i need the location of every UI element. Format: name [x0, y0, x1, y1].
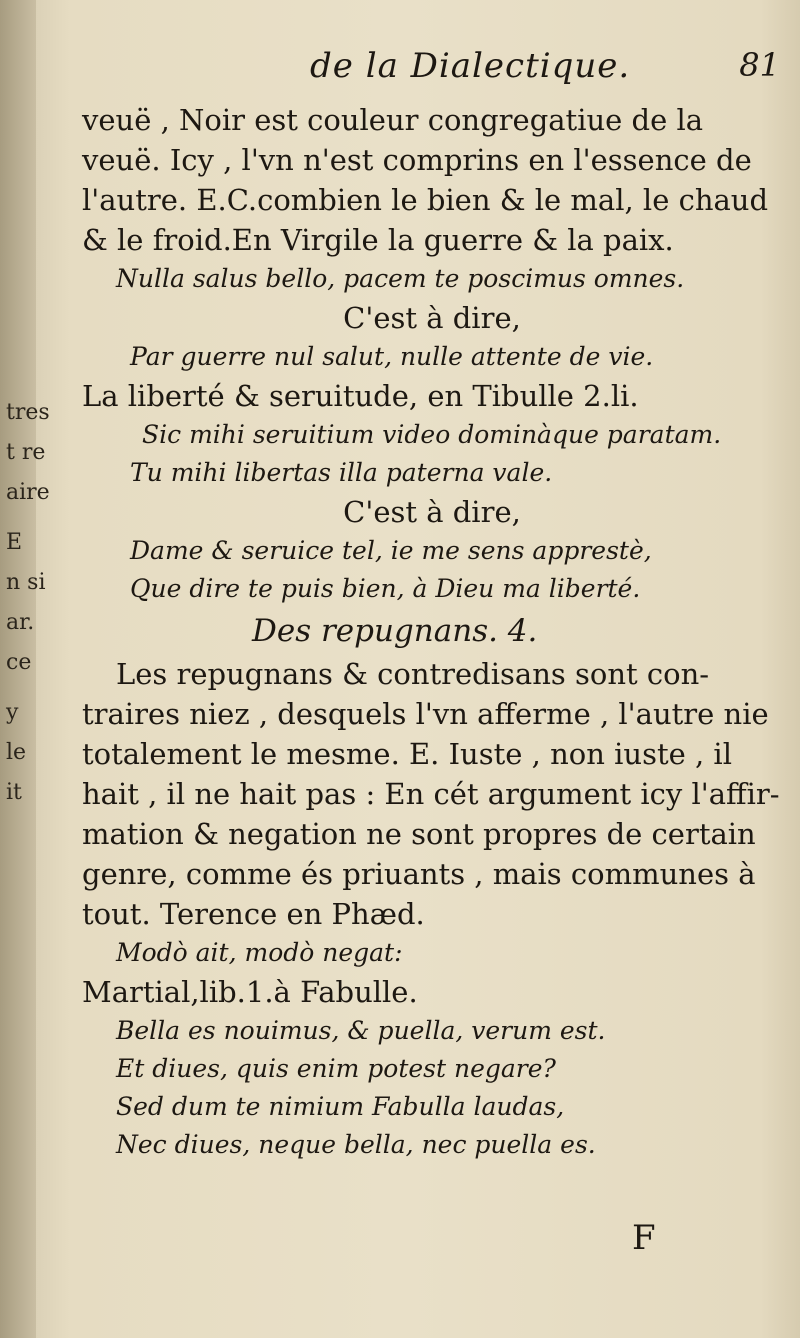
verse-line: Et diues, quis enim potest negare?: [116, 1054, 556, 1083]
gutter-fragment: tres: [6, 400, 50, 425]
text-line: l'autre. E.C.combien le bien & le mal, le chaud: [82, 183, 769, 217]
text-line: La liberté & seruitude, en Tibulle 2.li.: [82, 379, 639, 413]
text-line: genre, comme és priuants , mais communes à: [82, 857, 756, 891]
text-line: veuë. Icy , l'vn n'est comprins en l'essence de: [82, 143, 752, 177]
text-line: totalement le mesme. E. Iuste , non iuste , il: [82, 737, 732, 771]
gutter-fragment: ce: [6, 650, 32, 675]
gutter-fragment: le: [6, 740, 27, 765]
text-line: traires niez , desquels l'vn afferme , l'autre nie: [82, 697, 769, 731]
verse-line: Bella es nouimus, & puella, verum est.: [116, 1016, 606, 1045]
text-line: C'est à dire,: [343, 301, 521, 335]
page-number: 81: [739, 46, 780, 84]
header-title: de la Dialectique.: [310, 46, 631, 86]
gutter-fragment: it: [6, 780, 22, 805]
text-line: & le froid.En Virgile la guerre & la paix.: [82, 223, 674, 257]
gutter-fragment: t re: [6, 440, 46, 465]
gutter-fragment: E: [6, 530, 23, 555]
verse-line: Nec diues, neque bella, nec puella es.: [116, 1130, 596, 1159]
verse-line: Modò ait, modò negat:: [116, 938, 403, 967]
text-line: tout. Terence en Phæd.: [82, 897, 425, 931]
gutter-fragment: ar.: [6, 610, 35, 635]
verse-line: Sic mihi seruitium video dominàque paratam.: [142, 420, 722, 449]
text-line: veuë , Noir est couleur congregatiue de la: [82, 103, 704, 137]
verse-line: Que dire te puis bien, à Dieu ma liberté.: [130, 574, 641, 603]
gutter-fragment: n si: [6, 570, 46, 595]
section-heading: Des repugnans. 4.: [252, 613, 538, 649]
running-header: [82, 44, 782, 100]
verse-line: Tu mihi libertas illa paterna vale.: [130, 458, 553, 487]
text-block: [82, 44, 782, 1164]
verse-line: Par guerre nul salut, nulle attente de vie.: [130, 342, 654, 371]
signature-mark: F: [632, 1218, 656, 1258]
verse-line: Sed dum te nimium Fabulla laudas,: [116, 1092, 565, 1121]
text-line: Martial,lib.1.à Fabulle.: [82, 975, 418, 1009]
verse-line: Nulla salus bello, pacem te poscimus omnes.: [116, 264, 685, 293]
body-text: [82, 100, 782, 1164]
text-line: C'est à dire,: [343, 495, 521, 529]
gutter-fragment: y: [6, 700, 19, 725]
text-line: Les repugnans & contredisans sont con-: [116, 657, 710, 691]
text-line: mation & negation ne sont propres de certain: [82, 817, 756, 851]
gutter-fragment: aire: [6, 480, 50, 505]
verse-line: Dame & seruice tel, ie me sens apprestè,: [130, 536, 652, 565]
text-line: hait , il ne hait pas : En cét argument icy l'affir-: [82, 777, 780, 811]
